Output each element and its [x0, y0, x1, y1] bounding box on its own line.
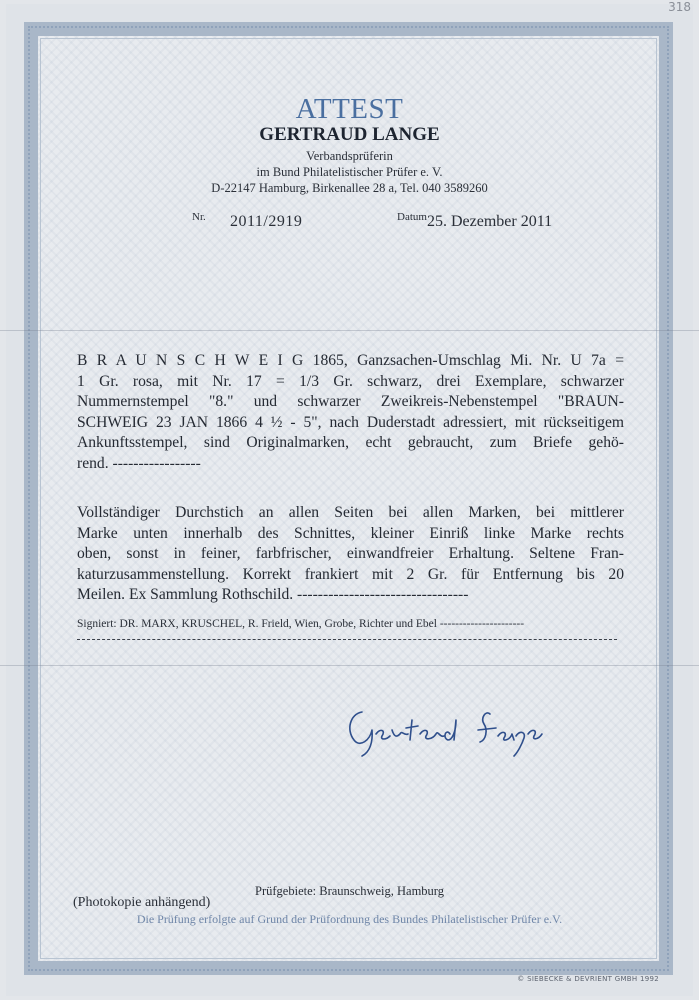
fold-line: [0, 330, 699, 331]
printer-imprint: © SIEBECKE & DEVRIENT GMBH 1992: [517, 975, 659, 983]
condition-line: oben, sonst in feiner, farbfrischer, einwandfreier Erhaltung. Seltene Fran-: [77, 545, 624, 562]
examination-fields: Prüfgebiete: Braunschweig, Hamburg: [255, 884, 444, 898]
examination-rules-note: Die Prüfung erfolgte auf Grund der Prüfordnung des Bundes Philatelistischer Prüfer e.V.: [136, 912, 563, 926]
photocopy-note: (Photokopie anhängend): [73, 895, 211, 910]
certificate-title: ATTEST: [295, 93, 404, 125]
condition-line: Marke unten innerhalb des Schnittes, kleiner Einriß linke Marke rechts: [77, 524, 624, 542]
description-line: 1 Gr. rosa, mit Nr. 17 = 1/3 Gr. schwarz, drei Exemplare, schwarzer: [77, 372, 624, 390]
certificate-date: 25. Dezember 2011: [427, 213, 553, 230]
examiner-address: D-22147 Hamburg, Birkenallee 28 a, Tel. 040 3589260: [211, 181, 488, 195]
description-line: B R A U N S C H W E I G 1865, Ganzsachen-Umschlag Mi. Nr. U 7a =: [77, 352, 624, 369]
signed-by-line: Signiert: DR. MARX, KRUSCHEL, R. Frield, Wien, Grobe, Richter und Ebel ----------------------: [77, 618, 525, 630]
condition-line: Meilen. Ex Sammlung Rothschild. ---------------------------------: [77, 586, 469, 603]
fold-line: [0, 665, 699, 666]
certificate-number-label: Nr.: [192, 211, 206, 223]
certificate-number: 2011/2919: [230, 213, 303, 230]
description-line: SCHWEIG 23 JAN 1866 4 ½ - 5", nach Duderstadt adressiert, mit rückseitigem: [77, 413, 624, 431]
examiner-name: GERTRAUD LANGE: [259, 124, 440, 145]
dashed-divider: [77, 639, 617, 640]
corner-pencil-note: 318: [668, 0, 691, 14]
condition-line: katurzusammenstellung. Korrekt frankiert mit 2 Gr. für Entfernung bis 20: [77, 565, 624, 583]
description-line: Ankunftsstempel, sind Originalmarken, echt gebraucht, zum Briefe gehö-: [77, 434, 624, 451]
examiner-role: Verbandsprüferin: [306, 149, 393, 163]
handwritten-signature: [340, 690, 550, 760]
description-paragraph: [77, 351, 624, 474]
description-line: rend. -----------------: [77, 454, 201, 472]
description-line: Nummernstempel "8." und schwarzer Zweikreis-Nebenstempel "BRAUN-: [77, 393, 624, 410]
date-label: Datum: [397, 211, 427, 223]
condition-paragraph: [77, 503, 624, 606]
condition-line: Vollständiger Durchstich an allen Seiten bei allen Marken, bei mittlerer: [77, 504, 624, 521]
examiner-association: im Bund Philatelistischer Prüfer e. V.: [256, 165, 443, 179]
